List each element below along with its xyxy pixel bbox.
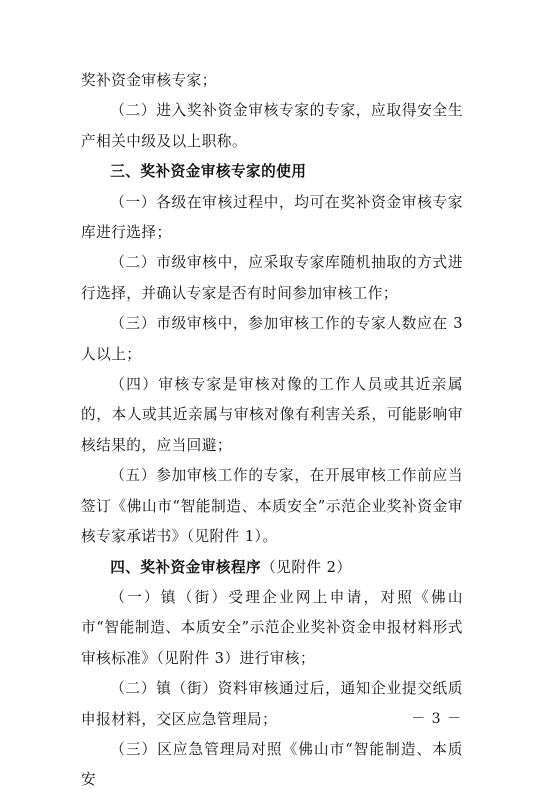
paragraph-5: （二）市级审核中，应采取专家库随机抽取的方式进行选择，并确认专家是否有时间参加审核工作； bbox=[81, 254, 463, 302]
page-number: － 3 － bbox=[411, 711, 462, 727]
paragraph-8: （五）参加审核工作的专家，在开展审核工作前应当签订《佛山市“智能制造、本质安全”示范企业奖补资金审核专家承诺书》（见附件 1）。 bbox=[81, 467, 463, 546]
section-heading-4-note: （见附件 2） bbox=[261, 558, 352, 576]
paragraph-2: （二）进入奖补资金审核专家的专家，应取得安全生产相关中级及以上职称。 bbox=[81, 102, 463, 150]
paragraph-1: 奖补资金审核专家； bbox=[81, 72, 217, 89]
section-heading-4: 四、奖补资金审核程序 bbox=[110, 558, 262, 576]
paragraph-4: （一）各级在审核过程中，均可在奖补资金审核专家库进行选择； bbox=[81, 193, 463, 242]
paragraph-7: （四）审核专家是审核对像的工作人员或其近亲属的，本人或其近亲属与审核对像有利害关系，可能影响审核结果的，应当回避； bbox=[81, 376, 463, 454]
paragraph-6: （三）市级审核中，参加审核工作的专家人数应在 3 人以上； bbox=[81, 315, 463, 363]
paragraph-11: （二）镇（街）资料审核通过后，通知企业提交纸质申报材料，交区应急管理局； bbox=[81, 680, 463, 728]
section-heading-4-line bbox=[81, 553, 463, 583]
paragraph-10: （一）镇（街）受理企业网上申请，对照《佛山市“智能制造、本质安全”示范企业奖补资金申报材料形式审核标准》（见附件 3）进行审核； bbox=[81, 588, 463, 667]
section-heading-3: 三、奖补资金审核专家的使用 bbox=[110, 163, 307, 181]
paragraph-12: （三）区应急管理局对照《佛山市“智能制造、本质安 bbox=[81, 740, 463, 789]
document-body bbox=[81, 66, 463, 796]
